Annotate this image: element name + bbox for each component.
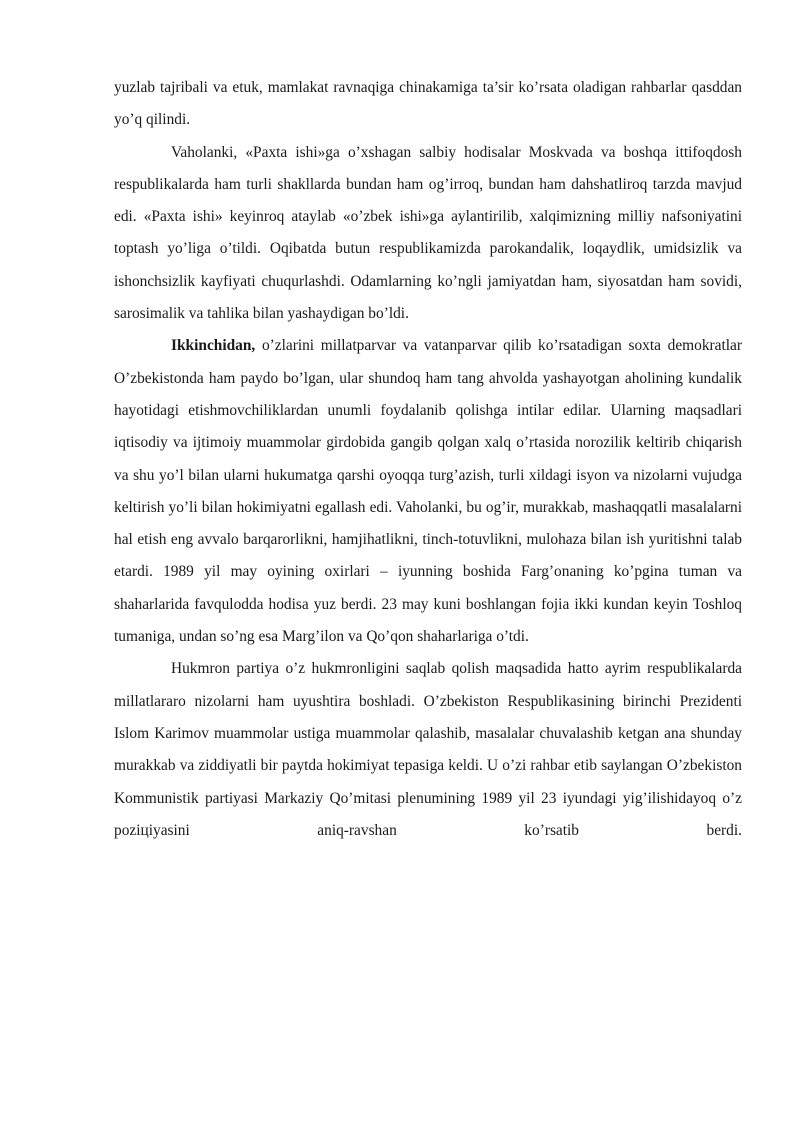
paragraph-1 [114, 72, 742, 137]
document-page [114, 72, 742, 847]
paragraph-3 [114, 330, 742, 653]
paragraph-2-text: Vaholanki, «Paxta ishi»ga o’xshagan salbiy hodisalar Moskvada va boshqa ittifoqdosh respublikalarda ham turli shakllarda bundan ham og’irroq, bundan ham dahshatliroq tarzda mavjud edi. «Paxta ishi» keyinroq ataylab «o’zbek ishi»ga aylantirilib, xalqimizning milliy nafsoniyatini toptash yo’liga o’tildi. Oqibatda butun respublikamizda parokandalik, loqaydlik, umidsizlik va ishonchsizlik kayfiyati chuqurlashdi. Odamlarning ko’ngli jamiyatdan ham, siyosatdan ham sovidi, sarosimalik va tahlika bilan yashaydigan bo’ldi. [114, 143, 742, 323]
paragraph-2 [114, 137, 742, 331]
paragraph-1-text: yuzlab tajribali va etuk, mamlakat ravnaqiga chinakamiga ta’sir ko’rsata oladigan rahbarlar qasddan yo’q qilindi. [114, 79, 742, 129]
paragraph-4-text: Hukmron partiya o’z hukmronligini saqlab qolish maqsadida hatto ayrim respublikalarda millatlararo nizolarni ham uyushtira boshladi. O’zbekiston Respublikasining birinchi Prezidenti Islom Karimov muammolar ustiga muammolar qalashib, masalalar chuvalashib ketgan ana shunday murakkab va ziddiyatli bir paytda hokimiyat tepasiga keldi. U o’zi rahbar etib saylangan O’zbekiston Kommunistik partiyasi Markaziy Qo’mitasi plenumining 1989 yil 23 iyundagi yig’ilishidayoq o’z poziцiyasini aniq-ravshan ko’rsatib berdi. [114, 660, 742, 839]
paragraph-4 [114, 653, 742, 847]
paragraph-3-lead: Ikkinchidan, [171, 337, 256, 355]
paragraph-3-text: o’zlarini millatparvar va vatanparvar qilib ko’rsatadigan soxta demokratlar O’zbekistonda ham paydo bo’lgan, ular shundoq ham tang ahvolda yashayotgan aholining kundalik hayotidagi etishmovchiliklardan unumli foydalanib qolishga intilar edilar. Ularning maqsadlari iqtisodiy va ijtimoiy muammolar girdobida gangib qolgan xalq o’rtasida norozilik keltirib chiqarish va shu yo’l bilan ularni hukumatga qarshi oyoqqa turg’azish, turli xildagi isyon va nizolarni vujudga keltirish yo’li bilan hokimiyatni egallash edi. Vaholanki, bu og’ir, murakkab, mashaqqatli masalalarni hal etish eng avvalo barqarorlikni, hamjihatlikni, tinch-totuvlikni, mulohaza bilan ish yuritishni talab etardi. 1989 yil may oyining oxirlari – iyunning boshida Farg’onaning ko’pgina tuman va shaharlarida favqulodda hodisa yuz berdi. 23 may kuni boshlangan fojia ikki kundan keyin Toshloq tumaniga, undan so’ng esa Marg’ilon va Qo’qon shaharlariga o’tdi. [114, 337, 742, 646]
